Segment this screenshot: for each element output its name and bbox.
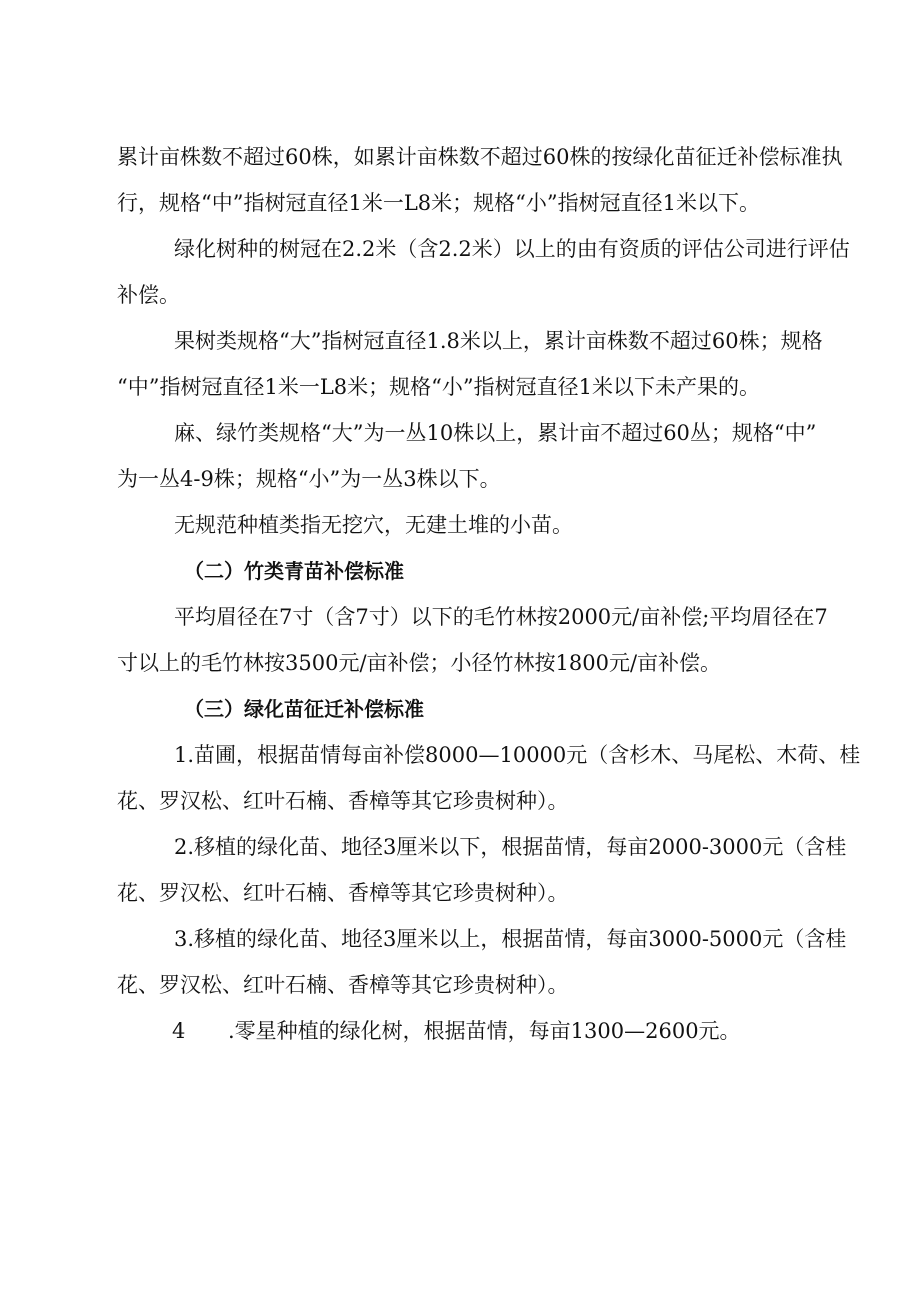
paragraph-line: 平均眉径在7寸（含7寸）以下的毛竹林按2000元/亩补偿;平均眉径在7 [174,605,828,629]
paragraph-line: “中”指树冠直径1米一L8米；规格“小”指树冠直径1米以下未产果的。 [117,375,760,399]
paragraph-line: 寸以上的毛竹林按3500元/亩补偿；小径竹林按1800元/亩补偿。 [117,651,722,675]
section-heading-bamboo: （二）竹类青苗补偿标准 [184,559,404,583]
paragraph-line: 为一丛4-9株；规格“小”为一丛3株以下。 [117,467,501,491]
list-item-1: 1.苗圃，根据苗情每亩补偿8000—10000元（含杉木、马尾松、木荷、桂 [174,743,861,767]
paragraph-line: 补偿。 [117,283,180,307]
paragraph-line: 绿化树种的树冠在2.2米（含2.2米）以上的由有资质的评估公司进行评估 [174,237,850,261]
list-item-4: .零星种植的绿化树，根据苗情，每亩1300—2600元。 [228,1019,741,1043]
section-heading-greening: （三）绿化苗征迁补偿标准 [184,697,424,721]
paragraph-line: 麻、绿竹类规格“大”为一丛10株以上，累计亩不超过60丛；规格“中” [174,421,817,445]
paragraph-line: 无规范种植类指无挖穴，无建土堆的小苗。 [174,513,573,537]
list-item-3: 3.移植的绿化苗、地径3厘米以上，根据苗情，每亩3000-5000元（含桂 [174,927,847,951]
list-item-4-number: 4 [172,1019,186,1043]
paragraph-line: 累计亩株数不超过60株，如累计亩株数不超过60株的按绿化苗征迁补偿标准执 [117,145,843,169]
list-item-3-continuation: 花、罗汉松、红叶石楠、香樟等其它珍贵树种）。 [117,973,569,997]
list-item-2-continuation: 花、罗汉松、红叶石楠、香樟等其它珍贵树种）。 [117,881,569,905]
paragraph-line: 行，规格“中”指树冠直径1米一L8米；规格“小”指树冠直径1米以下。 [117,191,760,215]
list-item-1-continuation: 花、罗汉松、红叶石楠、香樟等其它珍贵树种）。 [117,789,569,813]
list-item-2: 2.移植的绿化苗、地径3厘米以下，根据苗情，每亩2000-3000元（含桂 [174,835,847,859]
paragraph-line: 果树类规格“大”指树冠直径1.8米以上，累计亩株数不超过60株；规格 [174,329,823,353]
